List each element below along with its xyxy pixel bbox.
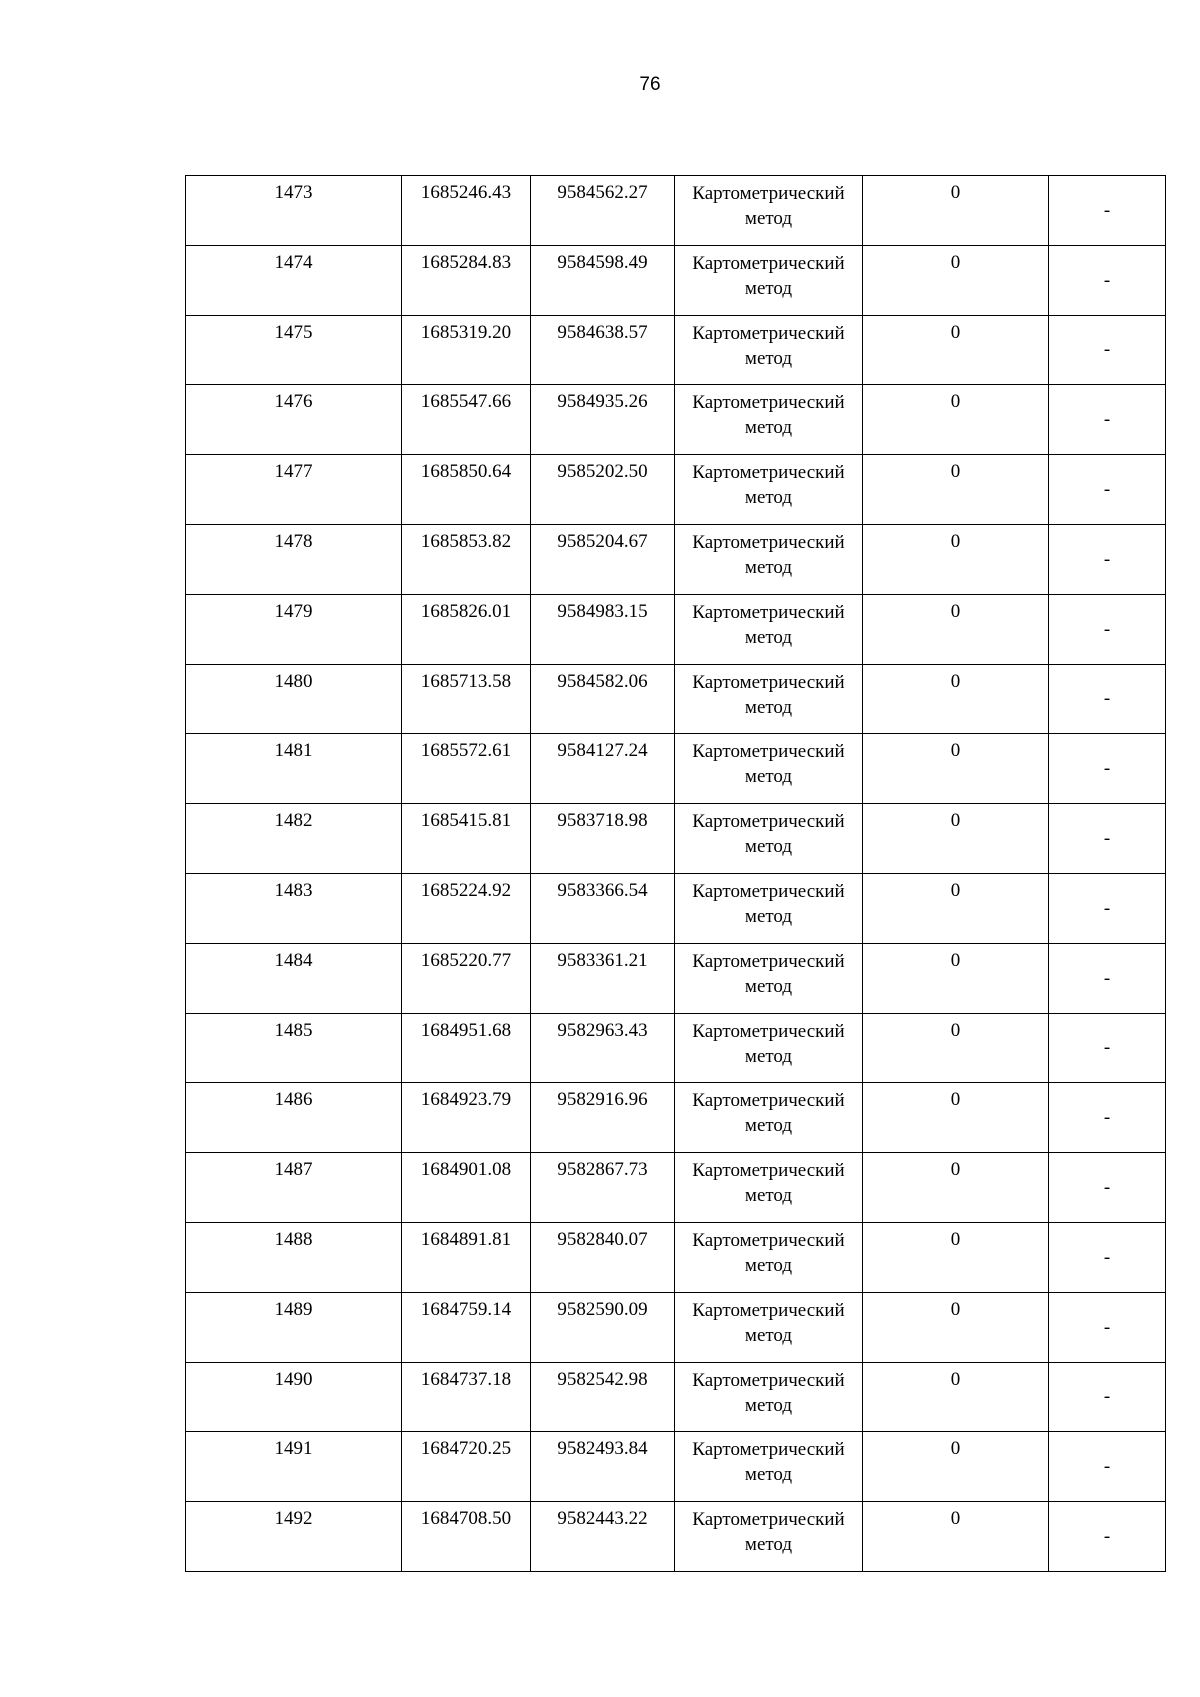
point-number-cell-text: 1476 [274, 391, 313, 413]
coordinate-x-cell-text: 1684923.79 [420, 1089, 512, 1111]
method-cell [675, 664, 863, 734]
method-cell-text: Картометрический метод [692, 1439, 845, 1486]
note-cell [1049, 1083, 1166, 1153]
note-cell-text: - [1103, 1526, 1111, 1548]
error-cell [863, 1222, 1049, 1292]
method-cell-text: Картометрический метод [692, 880, 845, 927]
coordinate-y-cell-text: 9582493.84 [557, 1438, 648, 1460]
coordinate-y-cell-text: 9584638.57 [557, 321, 648, 343]
point-number-cell [186, 1222, 402, 1292]
point-number-cell-text: 1482 [274, 810, 313, 832]
coordinate-y-cell [531, 734, 675, 804]
error-cell-text: 0 [950, 530, 961, 552]
note-cell-text: - [1103, 409, 1111, 431]
note-cell-text: - [1103, 828, 1111, 850]
error-cell-text: 0 [950, 251, 961, 273]
note-cell-text: - [1103, 1107, 1111, 1129]
point-number-cell [186, 594, 402, 664]
method-cell-text: Картометрический метод [692, 1229, 845, 1276]
table-row [186, 245, 1166, 315]
coordinate-y-cell [531, 1432, 675, 1502]
table-row [186, 804, 1166, 874]
method-cell [675, 315, 863, 385]
table-row [186, 1362, 1166, 1432]
method-cell [675, 1362, 863, 1432]
table-row [186, 455, 1166, 525]
error-cell-text: 0 [950, 1019, 961, 1041]
method-cell [675, 1502, 863, 1572]
coordinate-x-cell [402, 385, 531, 455]
coordinate-y-cell-text: 9585202.50 [557, 461, 648, 483]
coordinate-y-cell-text: 9582916.96 [557, 1089, 648, 1111]
error-cell [863, 1013, 1049, 1083]
error-cell-text: 0 [950, 1438, 961, 1460]
coordinate-x-cell [402, 664, 531, 734]
note-cell [1049, 1502, 1166, 1572]
coordinate-y-cell [531, 1222, 675, 1292]
note-cell [1049, 385, 1166, 455]
point-number-cell-text: 1475 [274, 321, 313, 343]
coordinate-y-cell-text: 9582963.43 [557, 1019, 648, 1041]
table-row [186, 1013, 1166, 1083]
coordinate-x-cell-text: 1685319.20 [420, 321, 512, 343]
point-number-cell [186, 1292, 402, 1362]
error-cell [863, 1432, 1049, 1502]
error-cell [863, 734, 1049, 804]
point-number-cell [186, 734, 402, 804]
point-number-cell-text: 1485 [274, 1019, 313, 1041]
note-cell-text: - [1103, 479, 1111, 501]
coordinate-y-cell [531, 176, 675, 246]
method-cell [675, 1013, 863, 1083]
point-number-cell [186, 455, 402, 525]
point-number-cell [186, 1362, 402, 1432]
error-cell-text: 0 [950, 1159, 961, 1181]
note-cell-text: - [1103, 1177, 1111, 1199]
method-cell [675, 804, 863, 874]
coordinate-y-cell [531, 245, 675, 315]
point-number-cell [186, 385, 402, 455]
note-cell-text: - [1103, 269, 1111, 291]
point-number-cell-text: 1491 [274, 1438, 313, 1460]
note-cell [1049, 1362, 1166, 1432]
point-number-cell-text: 1483 [274, 879, 313, 901]
note-cell-text: - [1103, 1037, 1111, 1059]
point-number-cell [186, 176, 402, 246]
method-cell [675, 245, 863, 315]
coordinate-x-cell-text: 1685850.64 [420, 461, 512, 483]
coordinate-y-cell-text: 9583361.21 [557, 949, 648, 971]
error-cell [863, 1292, 1049, 1362]
coordinate-x-cell [402, 1292, 531, 1362]
coordinates-table [185, 175, 1166, 1572]
point-number-cell-text: 1478 [274, 530, 313, 552]
note-cell [1049, 1153, 1166, 1223]
note-cell [1049, 873, 1166, 943]
method-cell [675, 1222, 863, 1292]
table-row [186, 1432, 1166, 1502]
note-cell [1049, 245, 1166, 315]
error-cell-text: 0 [950, 461, 961, 483]
method-cell [675, 1153, 863, 1223]
coordinate-x-cell-text: 1684759.14 [420, 1298, 512, 1320]
method-cell [675, 594, 863, 664]
point-number-cell [186, 664, 402, 734]
error-cell [863, 1153, 1049, 1223]
coordinate-x-cell [402, 245, 531, 315]
error-cell [863, 594, 1049, 664]
coordinate-y-cell [531, 664, 675, 734]
coordinate-y-cell-text: 9582590.09 [557, 1298, 648, 1320]
coordinate-x-cell [402, 804, 531, 874]
coordinate-y-cell [531, 1292, 675, 1362]
error-cell-text: 0 [950, 600, 961, 622]
error-cell [863, 1362, 1049, 1432]
note-cell [1049, 1432, 1166, 1502]
method-cell [675, 455, 863, 525]
coordinate-x-cell [402, 455, 531, 525]
method-cell [675, 385, 863, 455]
page-number-text: 76 [639, 74, 661, 95]
error-cell-text: 0 [950, 949, 961, 971]
page-number [0, 74, 1200, 96]
error-cell-text: 0 [950, 740, 961, 762]
note-cell [1049, 943, 1166, 1013]
method-cell-text: Картометрический метод [692, 1160, 845, 1207]
note-cell-text: - [1103, 618, 1111, 640]
coordinate-x-cell [402, 176, 531, 246]
point-number-cell [186, 524, 402, 594]
point-number-cell [186, 1432, 402, 1502]
coordinate-x-cell-text: 1685713.58 [420, 670, 512, 692]
table-row [186, 943, 1166, 1013]
coordinate-x-cell [402, 943, 531, 1013]
method-cell-text: Картометрический метод [692, 462, 845, 509]
method-cell [675, 176, 863, 246]
coordinate-y-cell-text: 9582840.07 [557, 1228, 648, 1250]
note-cell-text: - [1103, 1386, 1111, 1408]
coordinate-x-cell-text: 1685547.66 [420, 391, 512, 413]
error-cell [863, 176, 1049, 246]
coordinate-y-cell [531, 455, 675, 525]
coordinate-y-cell-text: 9582867.73 [557, 1159, 648, 1181]
coordinate-y-cell-text: 9584598.49 [557, 251, 648, 273]
coordinate-y-cell [531, 1153, 675, 1223]
point-number-cell-text: 1479 [274, 600, 313, 622]
point-number-cell [186, 1502, 402, 1572]
coordinate-y-cell [531, 594, 675, 664]
coordinate-x-cell [402, 1153, 531, 1223]
table-row [186, 1502, 1166, 1572]
method-cell-text: Картометрический метод [692, 322, 845, 369]
note-cell [1049, 734, 1166, 804]
method-cell-text: Картометрический метод [692, 811, 845, 858]
table-row [186, 315, 1166, 385]
coordinate-y-cell-text: 9584582.06 [557, 670, 648, 692]
point-number-cell [186, 804, 402, 874]
method-cell-text: Картометрический метод [692, 531, 845, 578]
method-cell-text: Картометрический метод [692, 601, 845, 648]
coordinate-x-cell-text: 1684951.68 [420, 1019, 512, 1041]
coordinate-y-cell [531, 1362, 675, 1432]
point-number-cell-text: 1486 [274, 1089, 313, 1111]
method-cell [675, 1083, 863, 1153]
method-cell-text: Картометрический метод [692, 1369, 845, 1416]
method-cell [675, 524, 863, 594]
error-cell-text: 0 [950, 1368, 961, 1390]
coordinate-x-cell-text: 1684720.25 [420, 1438, 512, 1460]
table-row [186, 524, 1166, 594]
error-cell-text: 0 [950, 670, 961, 692]
note-cell-text: - [1103, 1246, 1111, 1268]
method-cell-text: Картометрический метод [692, 741, 845, 788]
error-cell [863, 1083, 1049, 1153]
note-cell [1049, 804, 1166, 874]
method-cell-text: Картометрический метод [692, 1020, 845, 1067]
table-row [186, 1222, 1166, 1292]
coordinate-x-cell [402, 1432, 531, 1502]
note-cell-text: - [1103, 1316, 1111, 1338]
point-number-cell [186, 1153, 402, 1223]
error-cell-text: 0 [950, 182, 961, 203]
table-row [186, 873, 1166, 943]
coordinates-table-body [186, 176, 1166, 1572]
coordinate-y-cell-text: 9584935.26 [557, 391, 648, 413]
note-cell-text: - [1103, 548, 1111, 570]
error-cell-text: 0 [950, 1089, 961, 1111]
coordinate-x-cell-text: 1685224.92 [420, 879, 512, 901]
method-cell [675, 1292, 863, 1362]
coordinate-y-cell-text: 9582443.22 [557, 1508, 648, 1530]
method-cell-text: Картометрический метод [692, 183, 845, 229]
coordinate-y-cell-text: 9583718.98 [557, 810, 648, 832]
error-cell [863, 245, 1049, 315]
method-cell-text: Картометрический метод [692, 1509, 845, 1556]
point-number-cell-text: 1480 [274, 670, 313, 692]
note-cell-text: - [1103, 967, 1111, 989]
point-number-cell-text: 1477 [274, 461, 313, 483]
note-cell [1049, 594, 1166, 664]
point-number-cell-text: 1489 [274, 1298, 313, 1320]
note-cell [1049, 1013, 1166, 1083]
coordinate-x-cell-text: 1685220.77 [420, 949, 512, 971]
table-row [186, 1083, 1166, 1153]
point-number-cell-text: 1481 [274, 740, 313, 762]
coordinate-y-cell [531, 873, 675, 943]
point-number-cell-text: 1490 [274, 1368, 313, 1390]
error-cell [863, 804, 1049, 874]
coordinate-y-cell-text: 9584562.27 [557, 182, 648, 203]
coordinate-x-cell [402, 315, 531, 385]
table-row [186, 1292, 1166, 1362]
coordinate-y-cell-text: 9584127.24 [557, 740, 648, 762]
coordinate-x-cell-text: 1684901.08 [420, 1159, 512, 1181]
coordinate-y-cell-text: 9584983.15 [557, 600, 648, 622]
error-cell [863, 664, 1049, 734]
table-row [186, 594, 1166, 664]
error-cell-text: 0 [950, 1298, 961, 1320]
point-number-cell-text: 1487 [274, 1159, 313, 1181]
note-cell [1049, 455, 1166, 525]
method-cell [675, 943, 863, 1013]
coordinate-x-cell-text: 1685415.81 [420, 810, 512, 832]
error-cell-text: 0 [950, 321, 961, 343]
table-row [186, 1153, 1166, 1223]
error-cell [863, 315, 1049, 385]
method-cell [675, 734, 863, 804]
note-cell [1049, 1222, 1166, 1292]
coordinate-x-cell-text: 1685826.01 [420, 600, 512, 622]
coordinate-y-cell [531, 943, 675, 1013]
error-cell-text: 0 [950, 1508, 961, 1530]
note-cell-text: - [1103, 758, 1111, 780]
coordinate-y-cell-text: 9582542.98 [557, 1368, 648, 1390]
point-number-cell-text: 1492 [274, 1508, 313, 1530]
point-number-cell-text: 1474 [274, 251, 313, 273]
coordinate-y-cell [531, 804, 675, 874]
note-cell-text: - [1103, 199, 1111, 221]
coordinate-y-cell [531, 1083, 675, 1153]
error-cell-text: 0 [950, 1228, 961, 1250]
note-cell [1049, 664, 1166, 734]
coordinate-y-cell [531, 385, 675, 455]
method-cell [675, 873, 863, 943]
error-cell [863, 455, 1049, 525]
coordinate-x-cell-text: 1685572.61 [420, 740, 512, 762]
coordinate-y-cell [531, 1013, 675, 1083]
error-cell [863, 524, 1049, 594]
method-cell [675, 1432, 863, 1502]
note-cell [1049, 1292, 1166, 1362]
point-number-cell [186, 943, 402, 1013]
error-cell [863, 385, 1049, 455]
point-number-cell-text: 1484 [274, 949, 313, 971]
error-cell [863, 943, 1049, 1013]
note-cell-text: - [1103, 1456, 1111, 1478]
coordinate-x-cell [402, 1362, 531, 1432]
coordinate-x-cell-text: 1684891.81 [420, 1228, 512, 1250]
point-number-cell [186, 245, 402, 315]
coordinate-x-cell [402, 873, 531, 943]
coordinate-x-cell-text: 1685246.43 [420, 182, 512, 203]
point-number-cell [186, 873, 402, 943]
note-cell [1049, 315, 1166, 385]
coordinate-x-cell [402, 1502, 531, 1572]
coordinate-x-cell [402, 1083, 531, 1153]
coordinate-y-cell [531, 315, 675, 385]
point-number-cell-text: 1488 [274, 1228, 313, 1250]
point-number-cell [186, 315, 402, 385]
method-cell-text: Картометрический метод [692, 1299, 845, 1346]
point-number-cell [186, 1013, 402, 1083]
note-cell [1049, 176, 1166, 246]
coordinate-x-cell [402, 594, 531, 664]
method-cell-text: Картометрический метод [692, 1090, 845, 1137]
error-cell-text: 0 [950, 391, 961, 413]
coordinate-y-cell [531, 524, 675, 594]
point-number-cell [186, 1083, 402, 1153]
table-row [186, 664, 1166, 734]
coordinate-x-cell [402, 734, 531, 804]
coordinate-y-cell [531, 1502, 675, 1572]
coordinate-x-cell-text: 1684708.50 [420, 1508, 512, 1530]
coordinate-x-cell-text: 1685284.83 [420, 251, 512, 273]
coordinate-x-cell [402, 1013, 531, 1083]
note-cell-text: - [1103, 897, 1111, 919]
note-cell [1049, 524, 1166, 594]
method-cell-text: Картометрический метод [692, 252, 845, 299]
error-cell-text: 0 [950, 879, 961, 901]
error-cell-text: 0 [950, 810, 961, 832]
coordinate-x-cell-text: 1685853.82 [420, 530, 512, 552]
note-cell-text: - [1103, 339, 1111, 361]
error-cell [863, 873, 1049, 943]
coordinate-x-cell [402, 1222, 531, 1292]
error-cell [863, 1502, 1049, 1572]
point-number-cell-text: 1473 [274, 182, 313, 203]
table-row [186, 176, 1166, 246]
coordinate-x-cell [402, 524, 531, 594]
coordinate-x-cell-text: 1684737.18 [420, 1368, 512, 1390]
coordinate-y-cell-text: 9585204.67 [557, 530, 648, 552]
method-cell-text: Картометрический метод [692, 950, 845, 997]
method-cell-text: Картометрический метод [692, 392, 845, 439]
method-cell-text: Картометрический метод [692, 671, 845, 718]
coordinate-y-cell-text: 9583366.54 [557, 879, 648, 901]
table-row [186, 734, 1166, 804]
note-cell-text: - [1103, 688, 1111, 710]
table-row [186, 385, 1166, 455]
